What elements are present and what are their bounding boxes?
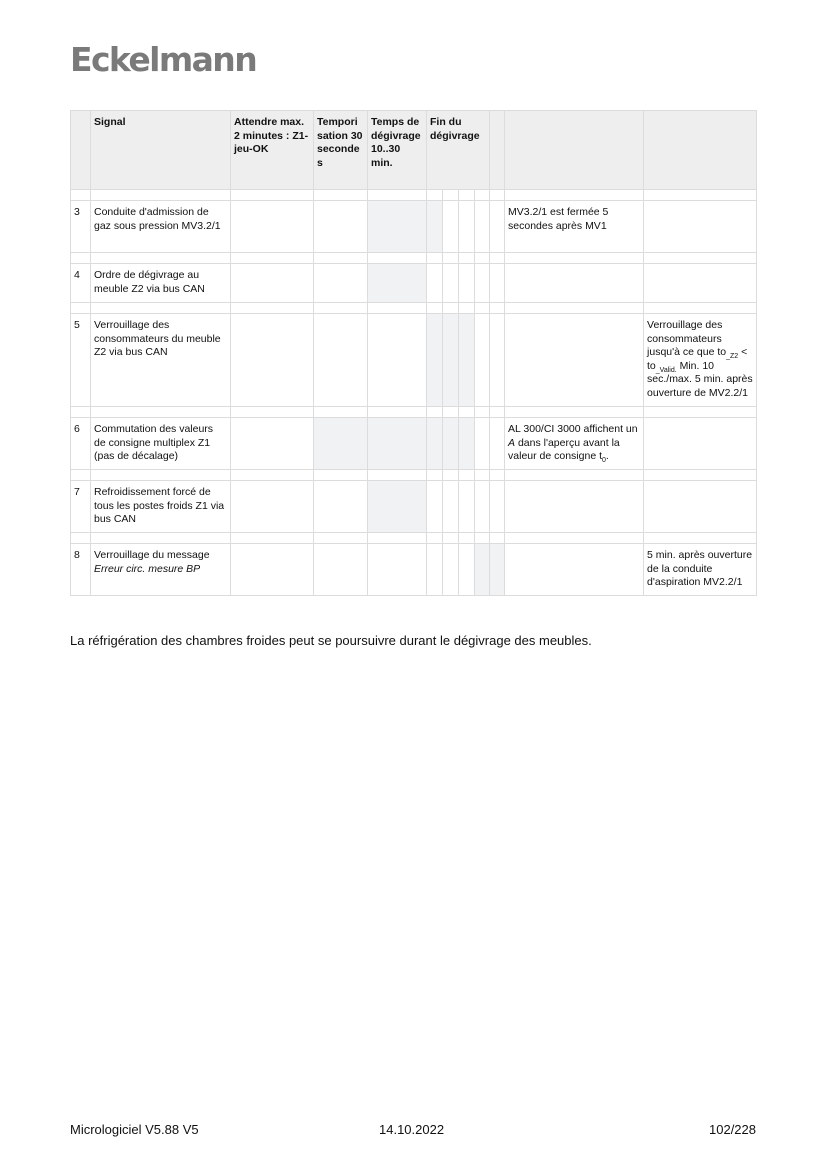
table-row <box>71 264 757 303</box>
timeline-bar <box>443 418 459 470</box>
row-note: MV3.2/1 est fermée 5 secondes après MV1 <box>505 201 644 253</box>
header-wait-2min: Attendre max. 2 minutes : Z1-jeu-OK <box>231 111 314 190</box>
footer-product: Micrologiciel V5.88 V5 <box>70 1122 199 1137</box>
timeline-bar <box>427 418 443 470</box>
timeline-bar <box>443 314 459 407</box>
row-note <box>505 264 644 303</box>
timeline-bar <box>475 544 490 596</box>
spacer-row <box>71 407 757 418</box>
table-row <box>71 418 757 470</box>
row-remark <box>644 264 757 303</box>
spacer-row <box>71 470 757 481</box>
spacer-row <box>71 190 757 201</box>
timeline-bar <box>490 544 505 596</box>
timeline-bar <box>427 201 443 253</box>
row-signal: Conduite d'admission de gaz sous pression MV3.2/1 <box>91 201 231 253</box>
eckelmann-logo: Eckelmann <box>70 40 257 79</box>
table-row <box>71 201 757 253</box>
table-row <box>71 481 757 533</box>
row-note <box>505 481 644 533</box>
table-row <box>71 544 757 596</box>
header-signal: Signal <box>91 111 231 190</box>
row-remark <box>644 201 757 253</box>
timeline-bar <box>459 314 475 407</box>
row-remark <box>644 418 757 470</box>
row-signal: Verrouillage des consommateurs du meuble Z2 via bus CAN <box>91 314 231 407</box>
timeline-bar <box>368 481 427 533</box>
timeline-bar <box>459 418 475 470</box>
timeline-bar <box>427 314 443 407</box>
row-signal: Ordre de dégivrage au meuble Z2 via bus CAN <box>91 264 231 303</box>
row-signal: Commutation des valeurs de consigne multiplex Z1 (pas de décalage) <box>91 418 231 470</box>
row-number: 4 <box>71 264 91 303</box>
timeline-bar <box>368 201 427 253</box>
timeline-bar <box>368 264 427 303</box>
header-num-cell <box>71 111 91 190</box>
row-remark: Verrouillage des consommateurs jusqu'à ce que $to_{\_Z2} < to_{\_Valid.}$ Min. 10 sec./max. 5 min. après ouverture de MV2.2/1 <box>644 314 757 407</box>
header-blank-a <box>490 111 505 190</box>
footer-page-number: 102/228 <box>709 1122 756 1137</box>
spacer-row <box>71 303 757 314</box>
header-defrost-end: Fin du dégivrage <box>427 111 490 190</box>
timeline-bar <box>368 418 427 470</box>
row-signal: Refroidissement forcé de tous les postes froids Z1 via bus CAN <box>91 481 231 533</box>
table-header-row <box>71 111 757 190</box>
row-number: 8 <box>71 544 91 596</box>
spacer-row <box>71 253 757 264</box>
row-number: 6 <box>71 418 91 470</box>
header-defrost-time: Temps de dégivrage 10..30 min. <box>368 111 427 190</box>
spacer-row <box>71 533 757 544</box>
row-note <box>505 544 644 596</box>
header-delay-30s: Tempori sation 30 seconde s <box>314 111 368 190</box>
row-number: 5 <box>71 314 91 407</box>
footer-date: 14.10.2022 <box>379 1122 445 1137</box>
row-number: 7 <box>71 481 91 533</box>
header-blank-c <box>644 111 757 190</box>
row-note <box>505 314 644 407</box>
row-remark <box>644 481 757 533</box>
row-signal: Verrouillage du message Erreur circ. mesure BP <box>91 544 231 596</box>
row-number: 3 <box>71 201 91 253</box>
body-paragraph: La réfrigération des chambres froides peut se poursuivre durant le dégivrage des meubles. <box>70 633 592 648</box>
header-blank-b <box>505 111 644 190</box>
row-note: AL 300/CI 3000 affichent un A dans l'aperçu avant la valeur de consigne $t_0$. <box>505 418 644 470</box>
signal-sequence-table <box>70 110 757 596</box>
timeline-bar <box>314 418 368 470</box>
row-remark: 5 min. après ouverture de la conduite d'aspiration MV2.2/1 <box>644 544 757 596</box>
table-row <box>71 314 757 407</box>
